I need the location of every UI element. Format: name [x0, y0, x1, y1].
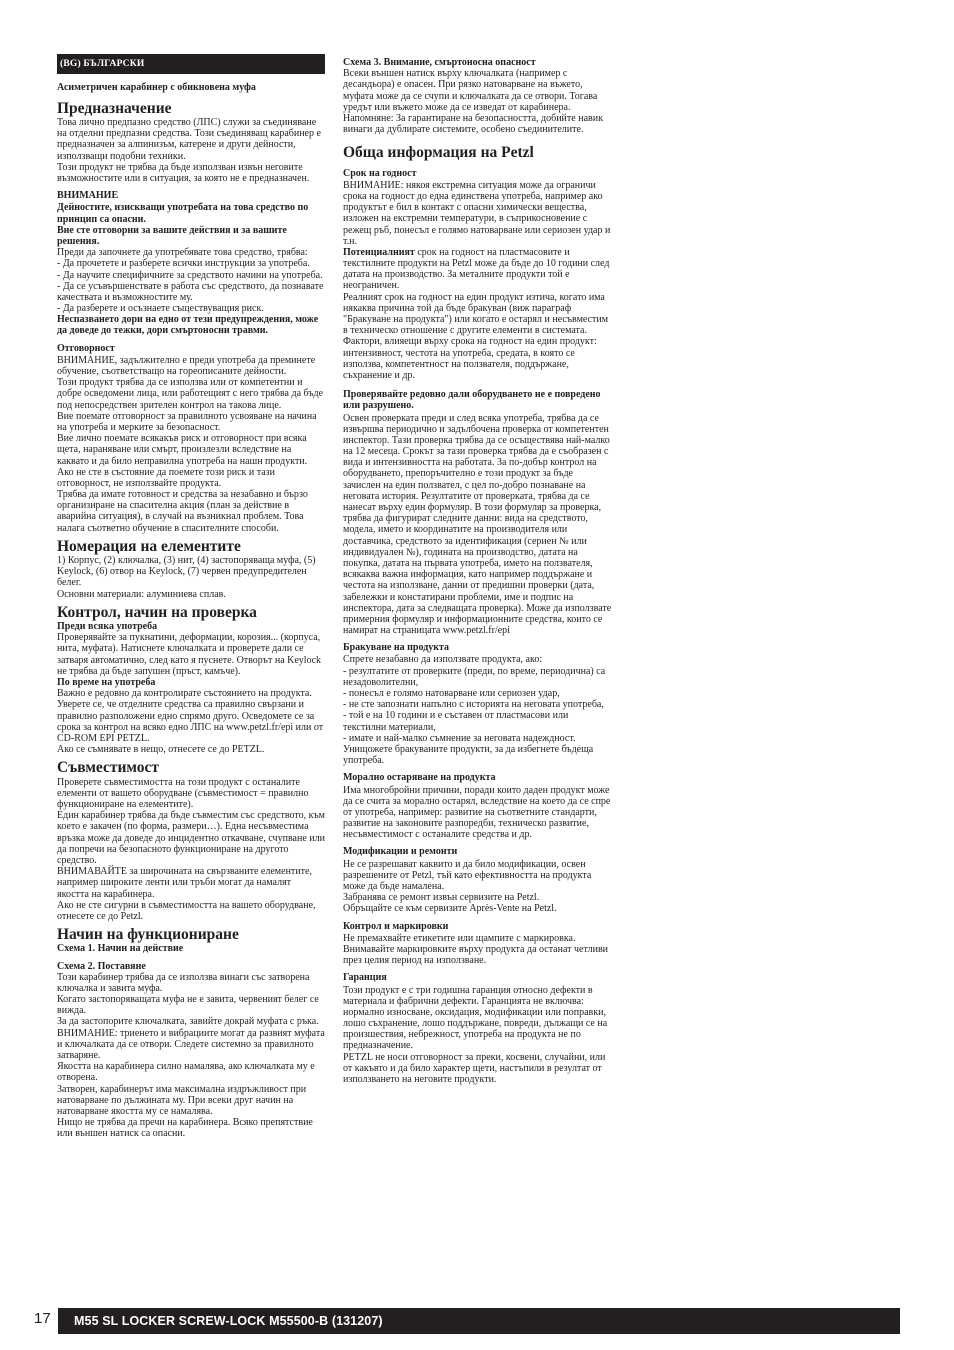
- figure-caption: Схема 1. Начин на действие: [57, 943, 184, 955]
- markings-text: Не премахвайте етикетите или щампите с маркировка. Внимавайте маркировките върху продукта да останат четливи през целия период на използване.: [343, 932, 609, 967]
- figure-caption: Схема 3. Внимание, смъртоносна опасност: [343, 57, 536, 68]
- modifications-text: Не се разрешават каквито и да било модификации, освен разрешените от Petzl, тъй като ефективността на продукта може да бъде намалена.: [343, 858, 592, 893]
- language-label: (BG) БЪЛГАРСКИ: [57, 54, 325, 74]
- responsibility-text: Трябва да имате готовност и средства за незабавно и бързо организиране на спасителна акция (план за действие в аварийна ситуация), в случай на възникнал проблем. Това налага съответно обучение в спасителните способи.: [57, 489, 308, 534]
- modifications-title: Модификации и ремонти: [343, 846, 458, 858]
- figure-caption: Схема 2. Поставяне: [57, 960, 146, 972]
- page-number: 17: [34, 1310, 51, 1327]
- operation-text: Якостта на карабинера силно намалява, ако ключалката му е отворена.: [57, 1061, 315, 1084]
- inspection-subtitle: По време на употреба: [57, 677, 156, 689]
- nomenclature-text: Основни материали: алуминиева сплав.: [57, 588, 226, 600]
- section-purpose-title: Предназначение: [57, 99, 172, 117]
- retire-title: Бракуване на продукта: [343, 642, 450, 654]
- left-column: [57, 54, 325, 1140]
- compatibility-text: ВНИМАВАЙТЕ за широчината на свързваните елементите, например широките ленти или тръби могат да намалят якостта на карабинера.: [57, 866, 312, 900]
- warning-text: Преди да започнете да употребявате това средство, трябва:: [57, 247, 308, 259]
- lifetime-text: [343, 247, 613, 292]
- document-title-bar: M55 SL LOCKER SCREW-LOCK M55500-B (131207): [58, 1308, 900, 1334]
- responsibility-text: Този продукт трябва да се използва или от компетентни и добре осведомени лица, или работещият с него трябва да бъде под непосредствен зрителен контрол на такова лице.: [57, 377, 324, 411]
- lifetime-text: Фактори, влияещи върху срока на годност на един продукт: интензивност, честота на употреба, средата, в която се използва, компетентност на ползвателя, поддържане, съхранение и др.: [343, 336, 597, 381]
- section-nomenclature-title: Номерация на елементите: [57, 537, 241, 555]
- operation-text: ВНИМАНИЕ: триенето и вибрациите могат да развият муфата и ключалката да се отвори. Следете системно за правилното затваряне.: [57, 1027, 325, 1062]
- responsibility-text: ВНИМАНИЕ, задължително е преди употреба да преминете обучение, съответстващо на гореописаните дейности.: [57, 354, 316, 378]
- section-general-title: Обща информация на Petzl: [343, 144, 534, 162]
- obsolescence-text: Има многобройни причини, поради които даден продукт може да се счита за морално остарял, вследствие на което да се спре от употреба, например: развитие на съответните стандарти, развитие на законовите разпоредби, техническо развитие, несъвместимост с останалите средства и др.: [343, 784, 611, 841]
- lifetime-title: Срок на годност: [343, 167, 417, 179]
- warranty-title: Гаранция: [343, 972, 387, 984]
- warning-list-item: - Да се усъвършенствате в работа със средството, да познавате качествата и възможностите му.: [57, 280, 324, 303]
- section-operation-title: Начин на функциониране: [57, 926, 239, 944]
- purpose-text: Това лично предпазно средство (ЛПС) служи за съединяване на отделни предпазни средства. Този съединяващ карабинер е предназначен за алпинизъм, катерене и други дейности, използващи подобни техники.: [57, 117, 321, 162]
- operation-text: Нищо не трябва да пречи на карабинера. Всяко препятствие или външен натиск са опасни.: [57, 1117, 313, 1140]
- figure-text: Всеки външен натиск върху ключалката (например с десандьора) е опасен. При рязко натоварване на въжето, муфата може да се счупи и ключалката да се отвори. Тогава уредът или въжето може да се изведат от карабинера.: [343, 68, 598, 113]
- responsibility-title: Отговорност: [57, 342, 115, 354]
- operation-text: Този карабинер трябва да се използва винаги със затворена ключалка и завита муфа.: [57, 971, 310, 994]
- obsolescence-title: Морално остаряване на продукта: [343, 772, 496, 784]
- markings-title: Контрол и маркировки: [343, 920, 449, 932]
- compatibility-text: Ако не сте сигурни в съвместимостта на вашето оборудване, отнесете се до Petzl.: [57, 899, 316, 922]
- warranty-text: Този продукт е с три годишна гаранция относно дефекти в материала и фабрични дефекти. Гаранцията не включва: нормално износване, оксидация, модификации или поправки, лошо съхранение, лошо поддържане, повреди, дължащи се на произшествия, небрежност, употреба на продукта не по предназначение.: [343, 984, 608, 1052]
- lifetime-text: Реалният срок на годност на един продукт изтича, когато има някаква причина той да бъде бракуван (виж параграф "Бракуване на продукта") или когато е остарял и несъвместим в техническо отношение с другите елементи в системата.: [343, 291, 609, 337]
- operation-text: Когато застопоряващата муфа не е завита, червеният белег се вижда.: [57, 994, 319, 1017]
- check-title: Проверявайте редовно дали оборудването не е повредено или разрушено.: [343, 389, 601, 412]
- inspection-text: Ако се съмнявате в нещо, отнесете се до PETZL.: [57, 744, 265, 756]
- warning-list-item: - Да научите специфичните за средството начини на употреба.: [57, 269, 323, 281]
- retire-list-item: - не сте запознати напълно с историята на неговата употреба,: [343, 699, 604, 711]
- warning-list-item: - Да разберете и осъзнаете съществуващия риск.: [57, 303, 264, 315]
- warning-list-item: - Да прочетете и разберете всички инструкции за употреба.: [57, 258, 310, 270]
- warning-title: ВНИМАНИЕ: [57, 190, 119, 202]
- check-text: Освен проверката преди и след всяка употреба, трябва да се извършва периодично и задълбочена проверка от компетентен инспектор. Тази проверка трябва да се осъществява най-малко на 12 месеца. Срокът за тази проверка трябва да е съобразен с вида и интензивността на работата. За по-добър контрол на оборудването, препоръчително е този продукт за бъде зачислен на един ползвател, с цел по-добро познаване на неговата история. Резултатите от проверката, трябва да се нанесат върху един формуляр. В този формуляр за проверка, трябва да фигурират следните данни: вида на средството, модела, името и координатите на производителя или доставчика, средството за идентификация (сериен № или индивидуален №), годината на производство, датата на покупка, датата на първата употреба, името на ползвателя, всякаква важна информация, като например поддържане и честота на използване, данни от предишни проверки (дата, забележки и констатирани проблеми, име и подпис на инспектора, дата за следващата проверка). Може да използвате примерния формуляр и информационните средства, които се намират на страницата www.petzl.fr/epi: [343, 412, 612, 637]
- retire-list-item: - понесъл е голямо натоварване или сериозен удар,: [343, 688, 560, 700]
- product-subtitle: Асиметричен карабинер с обикновена муфа: [57, 81, 256, 93]
- section-inspection-title: Контрол, начин на проверка: [57, 603, 257, 621]
- retire-list-item: - имате и най-малко съмнение за неговата надеждност.: [343, 732, 576, 744]
- inspection-text: Проверявайте за пукнатини, деформации, корозия... (корпуса, нита, муфата). Натиснете ключалката и проверете дали се затваря автоматично, след като я пуснете. Отворът на Keylock не трябва да бъде запушен (пръст, камъче).: [57, 632, 322, 677]
- warning-bold-text: Неспазването дори на едно от тези предупреждения, може да доведе до тежки, дори смъртоносни травми.: [57, 314, 319, 337]
- figure-text: Напомняне: За гарантиране на безопасността, добийте навик винаги да дублирате системите, особено съединителите.: [343, 112, 603, 136]
- lifetime-text-rest: срок на годност на пластмасовите и текстилните продукти на Petzl може да бъде до 10 години след датата на производство. За металните продукти той е неограничен.: [343, 246, 610, 292]
- warning-bold-text: Вие сте отговорни за вашите действия и за вашите решения.: [57, 224, 287, 247]
- operation-text: За да застопорите ключалката, завийте докрай муфата с ръка.: [57, 1016, 319, 1028]
- warranty-text: PETZL не носи отговорност за преки, косвени, случайни, или от какъвто и да било характер щети, настъпили в резултат от използването на неговите продукти.: [343, 1051, 606, 1086]
- nomenclature-text: 1) Корпус, (2) ключалка, (3) нит, (4) застопоряваща муфа, (5) Keylock, (6) отвор на Keylock, (7) червен предупредителен белег.: [57, 555, 316, 589]
- section-compatibility-title: Съвместимост: [57, 759, 159, 777]
- retire-text: Спрете незабавно да използвате продукта, ако:: [343, 654, 543, 666]
- compatibility-text: Един карабинер трябва да бъде съвместим със средството, към което е закачен (по форма, размери…). Една несъвместима връзка може да доведе до инцидентно откачване, счупване или да попречи на безопасното функциониране на другото средство.: [57, 810, 325, 866]
- lifetime-text: ВНИМАНИЕ: някоя екстремна ситуация може да ограничи срока на годност до една единствена употреба, например ако продуктът е бил в контакт с опасни химически вещества, изложен на екстремни температури, в съприкосновение с режещ ръб, понесъл е голямо натоварване или сериозен удар и т.н.: [343, 179, 611, 247]
- lifetime-bold-lead: Потенциалният: [343, 246, 415, 258]
- inspection-subtitle: Преди всяка употреба: [57, 621, 158, 633]
- operation-text: Затворен, карабинерът има максимална издръжливост при натоварване по дължината му. При всеки друг начин на натоварване якостта му се намалява.: [57, 1083, 307, 1117]
- modifications-text: Обръщайте се към сервизите Après-Vente на Petzl.: [343, 903, 557, 915]
- retire-list-item: - резултатите от проверките (преди, по време, периодична) са незадоволителни,: [343, 665, 606, 688]
- right-column: [343, 57, 613, 1085]
- compatibility-text: Проверете съвместимостта на този продукт с останалите елементи от вашето оборудване (съвместимост = правилно функциониране на елементите).: [57, 776, 309, 810]
- retire-list-item: - той е на 10 години и е съставен от пластмасови или текстилни материали,: [343, 710, 569, 733]
- inspection-text: Важно е редовно да контролирате състоянието на продукта. Уверете се, че отделните средства са правилно свързани и правилно разположени едно спрямо друго. Осведомете се за срока за контрол на всяко едно ЛПС на www.petzl.fr/epi или от CD-ROM EPI PETZL.: [57, 688, 324, 744]
- responsibility-text: Вие поемате отговорност за правилното усвояване на начина на употреба и мерките за безопасност.: [57, 410, 317, 433]
- warning-bold-text: Дейностите, изискващи употребата на това средство по принцип са опасни.: [57, 202, 309, 225]
- responsibility-text: Вие лично поемате всякакъв риск и отговорност при всяка щета, нараняване или смърт, произлезли вследствие на каквато и да било неправилна употреба на нашн продукти. Ако не сте в състояние да поемете този риск и тази отговорност, не използвайте продукта.: [57, 433, 308, 489]
- retire-text: Унищожете бракуваните продукти, за да избегнете бъдеща употреба.: [343, 743, 594, 767]
- modifications-text: Забранява се ремонт извън сервизите на Petzl.: [343, 892, 540, 904]
- purpose-text: Този продукт не трябва да бъде използван извън неговите възможностите или в ситуация, за която не е предназначен.: [57, 161, 310, 185]
